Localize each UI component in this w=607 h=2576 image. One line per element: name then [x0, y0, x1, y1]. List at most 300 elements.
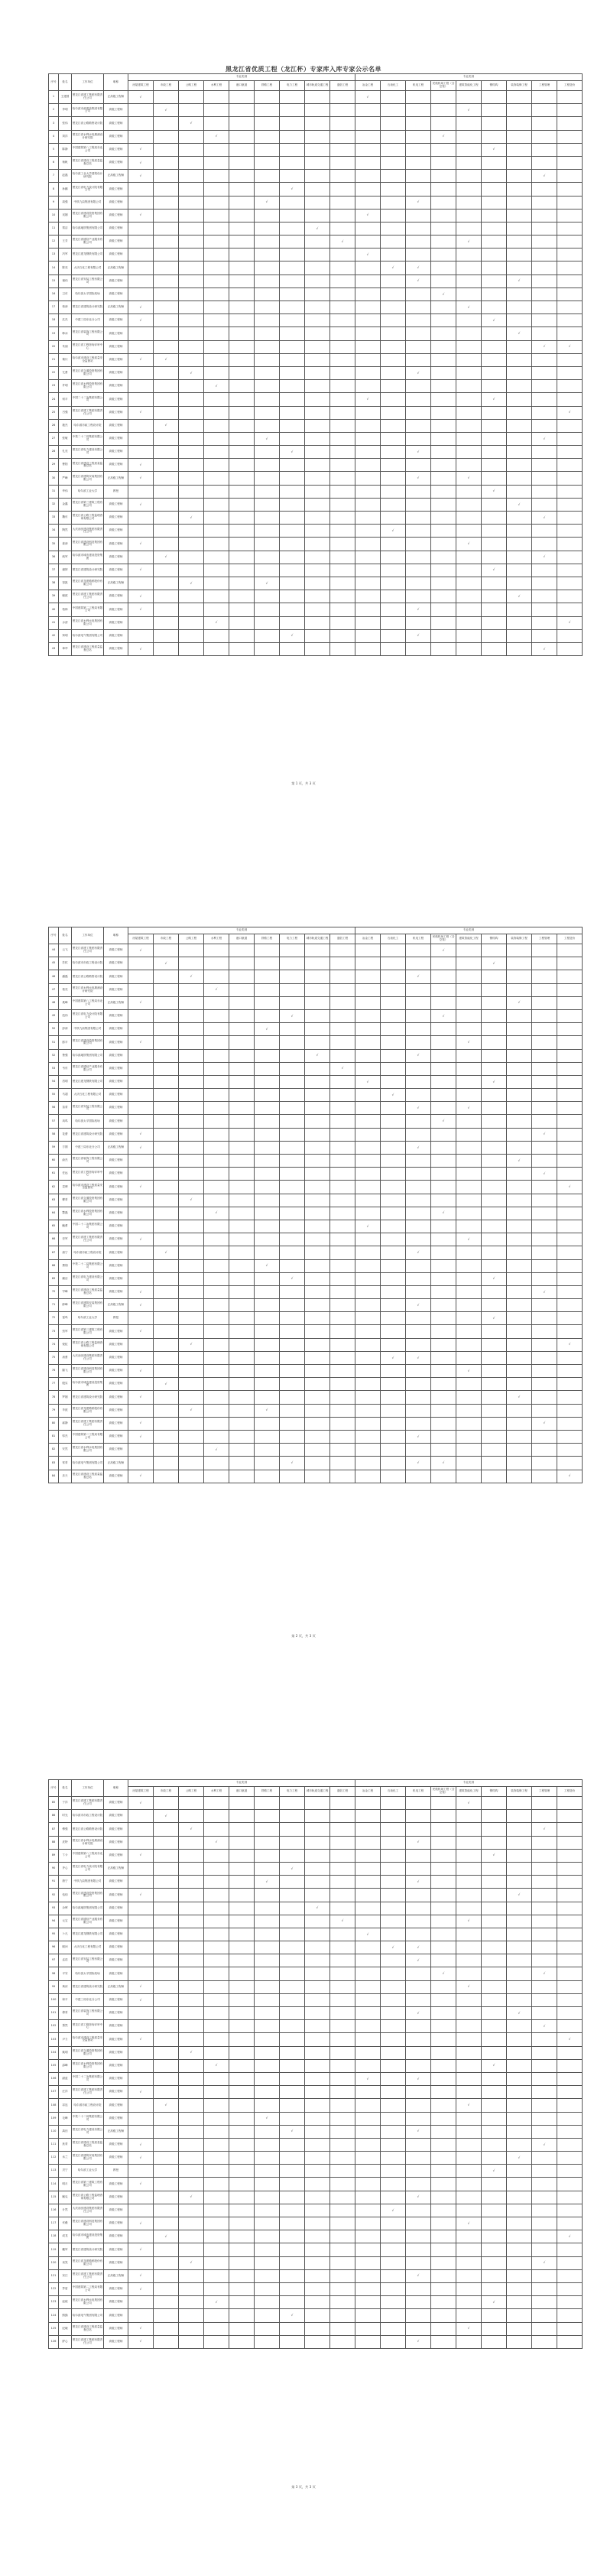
specialty-cell: [507, 2322, 532, 2335]
seq-cell: 87: [49, 1823, 59, 1836]
specialty-cell: [456, 1075, 482, 1088]
name-cell: 姚明: [59, 2046, 72, 2059]
specialty-cell: [431, 1009, 456, 1022]
specialty-cell: [154, 970, 179, 983]
specialty-cell: [431, 970, 456, 983]
specialty-cell: [431, 2046, 456, 2059]
specialty-cell: [406, 957, 431, 970]
specialty-cell: [229, 2269, 255, 2282]
specialty-cell: [456, 1325, 482, 1338]
specialty-cell: [482, 209, 507, 222]
specialty-cell: [179, 1089, 204, 1102]
org-cell: 中国建筑第八工程局东北公司: [72, 996, 104, 1009]
title-cell: 高级工程师: [104, 2256, 128, 2269]
specialty-cell: [482, 564, 507, 577]
specialty-cell: [305, 1980, 330, 1993]
title-cell: 高级工程师: [104, 2230, 128, 2243]
specialty-cell: [406, 419, 431, 432]
specialty-cell: [305, 2191, 330, 2204]
specialty-cell: [255, 314, 280, 327]
specialty-cell: [128, 2086, 154, 2099]
specialty-cell: [431, 459, 456, 472]
specialty-cell: [330, 1009, 355, 1022]
specialty-cell: [204, 261, 229, 274]
seq-cell: 65: [49, 1220, 59, 1233]
specialty-cell: [406, 2178, 431, 2191]
specialty-cell: [255, 1115, 280, 1128]
specialty-cell: [330, 91, 355, 104]
specialty-cell: [128, 104, 154, 117]
specialty-cell: [330, 327, 355, 340]
specialty-cell: [431, 2230, 456, 2243]
specialty-cell: [355, 459, 381, 472]
specialty-cell: [179, 1967, 204, 1980]
specialty-cell: [305, 485, 330, 498]
table-row: [49, 1954, 583, 1967]
specialty-cell: [229, 1404, 255, 1417]
specialty-cell: [532, 2059, 557, 2072]
table-row: [49, 1233, 583, 1246]
specialty-cell: [255, 117, 280, 130]
specialty-cell: [280, 1797, 305, 1810]
specialty-cell: [532, 2086, 557, 2099]
specialty-cell: [280, 1404, 305, 1417]
seq-cell: 9: [49, 196, 59, 209]
specialty-cell: [355, 525, 381, 538]
specialty-cell: [154, 1889, 179, 1902]
specialty-cell: [330, 1285, 355, 1298]
specialty-cell: [204, 1810, 229, 1823]
specialty-cell: [482, 1876, 507, 1889]
specialty-cell: [355, 1365, 381, 1378]
specialty-header: 通信工程: [330, 934, 355, 944]
specialty-cell: [381, 1378, 406, 1391]
title-cell: 高级工程师: [104, 1902, 128, 1915]
specialty-cell: [507, 1299, 532, 1312]
specialty-cell: [204, 236, 229, 249]
specialty-cell: [280, 2020, 305, 2033]
specialty-cell: [305, 209, 330, 222]
check-mark: √: [291, 633, 294, 638]
specialty-cell: [381, 1810, 406, 1823]
specialty-cell: [179, 91, 204, 104]
name-cell: 穆青: [59, 2007, 72, 2020]
specialty-cell: [179, 1954, 204, 1967]
specialty-header: 建筑智能化工程: [456, 934, 482, 944]
table-row: [49, 1155, 583, 1168]
specialty-cell: [229, 1285, 255, 1298]
specialty-cell: [406, 1285, 431, 1298]
specialty-cell: [255, 1993, 280, 2006]
specialty-cell: [204, 183, 229, 196]
specialty-cell: [507, 2282, 532, 2295]
specialty-cell: [305, 590, 330, 603]
specialty-cell: [128, 91, 154, 104]
specialty-cell: [179, 249, 204, 261]
specialty-cell: [482, 1128, 507, 1141]
specialty-cell: [154, 327, 179, 340]
specialty-cell: [507, 1075, 532, 1088]
specialty-cell: [431, 1351, 456, 1364]
specialty-cell: [557, 2178, 583, 2191]
specialty-cell: [557, 2296, 583, 2309]
specialty-cell: [431, 1128, 456, 1141]
org-cell: 黑龙江省通信产业服务有限公司: [72, 1062, 104, 1075]
specialty-cell: [507, 1457, 532, 1470]
specialty-cell: [330, 1862, 355, 1875]
specialty-cell: [557, 1470, 583, 1483]
check-mark: √: [417, 370, 420, 375]
specialty-cell: [355, 1836, 381, 1849]
specialty-cell: [229, 2243, 255, 2256]
specialty-cell: [204, 642, 229, 655]
specialty-cell: [532, 183, 557, 196]
specialty-cell: [456, 1404, 482, 1417]
specialty-cell: [507, 525, 532, 538]
specialty-cell: [456, 1470, 482, 1483]
seq-cell: 58: [49, 1128, 59, 1141]
seq-cell: 107: [49, 2086, 59, 2099]
specialty-cell: [128, 380, 154, 393]
seq-cell: 29: [49, 459, 59, 472]
specialty-cell: [255, 1246, 280, 1259]
specialty-cell: [154, 393, 179, 406]
specialty-cell: [255, 512, 280, 525]
name-cell: 俞杰: [59, 1155, 72, 1168]
specialty-cell: [330, 485, 355, 498]
specialty-cell: [532, 117, 557, 130]
specialty-cell: [128, 314, 154, 327]
check-mark: √: [492, 397, 495, 401]
specialty-cell: [305, 538, 330, 551]
specialty-cell: [128, 183, 154, 196]
specialty-cell: [507, 1141, 532, 1154]
check-mark: √: [518, 331, 521, 336]
seq-cell: 77: [49, 1378, 59, 1391]
specialty-cell: [128, 196, 154, 209]
seq-cell: 17: [49, 301, 59, 314]
specialty-cell: [330, 301, 355, 314]
org-cell: 黑龙江建龙钢铁有限公司: [72, 249, 104, 261]
specialty-header: 冶金工程: [355, 1787, 381, 1797]
title-cell: 高级工程师: [104, 1062, 128, 1075]
specialty-cell: [532, 1155, 557, 1168]
specialty-cell: [482, 1312, 507, 1325]
seq-cell: 7: [49, 170, 59, 183]
title-cell: 高级工程师: [104, 236, 128, 249]
specialty-cell: [280, 196, 305, 209]
specialty-cell: [179, 996, 204, 1009]
seq-cell: 6: [49, 156, 59, 169]
name-cell: 何平: [59, 393, 72, 406]
specialty-cell: [532, 957, 557, 970]
specialty-cell: [431, 2138, 456, 2151]
title-cell: 高级工程师: [104, 551, 128, 564]
specialty-cell: [305, 472, 330, 485]
specialty-cell: [456, 2230, 482, 2243]
specialty-cell: [381, 1404, 406, 1417]
specialty-cell: [229, 1993, 255, 2006]
specialty-cell: [255, 642, 280, 655]
specialty-cell: [280, 1259, 305, 1272]
specialty-cell: [532, 2217, 557, 2230]
specialty-cell: [128, 1141, 154, 1154]
check-mark: √: [417, 1105, 420, 1109]
specialty-cell: [406, 983, 431, 996]
title-cell: 高级工程师: [104, 1325, 128, 1338]
specialty-group-header: 专业类别: [128, 74, 355, 81]
specialty-cell: [482, 2033, 507, 2046]
specialty-cell: [355, 1036, 381, 1049]
specialty-cell: [179, 2269, 204, 2282]
org-cell: 黑龙江建龙钢铁有限公司: [72, 1928, 104, 1941]
org-cell: 中铁九局集团有限公司: [72, 1023, 104, 1036]
specialty-header: 机电工程: [406, 934, 431, 944]
specialty-cell: [355, 1876, 381, 1889]
specialty-cell: [154, 366, 179, 379]
specialty-cell: [229, 512, 255, 525]
specialty-header: 电力工程: [280, 934, 305, 944]
name-cell: 姜涛: [59, 538, 72, 551]
specialty-cell: [355, 1889, 381, 1902]
name-cell: 花蕾: [59, 1128, 72, 1141]
specialty-cell: [507, 642, 532, 655]
specialty-cell: [557, 314, 583, 327]
org-cell: 大庆石化工程有限公司: [72, 1941, 104, 1954]
specialty-cell: [381, 104, 406, 117]
org-cell: 黑龙江省电力设计院有限公司: [72, 183, 104, 196]
specialty-cell: [204, 616, 229, 629]
specialty-cell: [482, 1299, 507, 1312]
org-cell: 黑龙江省建设工程质量监督总站: [72, 156, 104, 169]
specialty-cell: [280, 1993, 305, 2006]
specialty-cell: [431, 1849, 456, 1862]
specialty-cell: [532, 91, 557, 104]
specialty-cell: [482, 1391, 507, 1404]
specialty-cell: [305, 104, 330, 117]
specialty-cell: [456, 287, 482, 300]
specialty-cell: [431, 104, 456, 117]
specialty-cell: [557, 1075, 583, 1088]
table-row: [49, 2230, 583, 2243]
seq-cell: 73: [49, 1325, 59, 1338]
specialty-cell: [179, 130, 204, 143]
org-cell: 黑龙江省交通投资集团有限公司: [72, 2046, 104, 2059]
specialty-cell: [128, 2217, 154, 2230]
org-cell: 黑龙江省安装工程有限公司: [72, 1954, 104, 1967]
specialty-cell: [128, 209, 154, 222]
specialty-cell: [532, 1876, 557, 1889]
specialty-cell: [179, 616, 204, 629]
title-cell: 高级工程师: [104, 1967, 128, 1980]
check-mark: √: [568, 1473, 571, 1478]
check-mark: √: [139, 1145, 142, 1149]
title-cell: 高级工程师: [104, 393, 128, 406]
specialty-cell: [204, 551, 229, 564]
specialty-cell: [305, 327, 330, 340]
specialty-cell: [204, 393, 229, 406]
seq-cell: 83: [49, 1457, 59, 1470]
org-cell: 哈尔滨电气集团有限公司: [72, 2309, 104, 2322]
specialty-cell: [204, 1233, 229, 1246]
specialty-header: 通信工程: [330, 1787, 355, 1797]
specialty-cell: [204, 538, 229, 551]
specialist-table: [48, 1779, 583, 2349]
org-cell: 黑龙江省龙建路桥股份有限公司: [72, 2256, 104, 2269]
specialty-cell: [406, 1941, 431, 1954]
specialty-cell: [280, 551, 305, 564]
specialty-cell: [355, 393, 381, 406]
specialty-cell: [255, 1417, 280, 1430]
name-cell: 雷鸣: [59, 1312, 72, 1325]
specialty-cell: [557, 512, 583, 525]
specialty-cell: [255, 2191, 280, 2204]
specialty-cell: [179, 1272, 204, 1285]
specialty-cell: [456, 2112, 482, 2125]
org-cell: 黑龙江省水利投资集团有限公司: [72, 1207, 104, 1220]
name-cell: 常青: [59, 1457, 72, 1470]
table-row: [49, 996, 583, 1009]
specialty-cell: [456, 512, 482, 525]
specialty-cell: [532, 551, 557, 564]
check-mark: √: [417, 2273, 420, 2278]
specialty-cell: [179, 196, 204, 209]
specialty-cell: [482, 2007, 507, 2020]
specialty-cell: [482, 1194, 507, 1207]
title-cell: 高级工程师: [104, 983, 128, 996]
specialty-cell: [179, 1285, 204, 1298]
check-mark: √: [139, 2155, 142, 2159]
specialty-group-header: 专业类别: [128, 1780, 355, 1787]
specialty-cell: [532, 1062, 557, 1075]
specialty-cell: [456, 1338, 482, 1351]
specialty-cell: [128, 1194, 154, 1207]
seq-cell: 93: [49, 1902, 59, 1915]
check-mark: √: [568, 1184, 571, 1189]
specialty-cell: [557, 1404, 583, 1417]
specialty-cell: [305, 2125, 330, 2138]
specialty-cell: [532, 1036, 557, 1049]
specialty-cell: [280, 1207, 305, 1220]
specialty-cell: [154, 1862, 179, 1875]
specialty-cell: [305, 1141, 330, 1154]
specialty-cell: [154, 104, 179, 117]
check-mark: √: [543, 2142, 546, 2146]
specialty-cell: [154, 261, 179, 274]
specialty-cell: [406, 1220, 431, 1233]
specialty-cell: [532, 1312, 557, 1325]
specialty-cell: [229, 472, 255, 485]
seq-cell: 89: [49, 1849, 59, 1862]
name-cell: 郎平: [59, 1036, 72, 1049]
specialty-cell: [381, 2099, 406, 2112]
page-number: 第 2 页，共 3 页: [291, 1634, 316, 1638]
specialty-cell: [532, 287, 557, 300]
specialty-cell: [355, 1862, 381, 1875]
specialty-cell: [179, 2322, 204, 2335]
specialty-cell: [330, 1889, 355, 1902]
specialty-cell: [128, 485, 154, 498]
table-row: [49, 1810, 583, 1823]
specialty-cell: [381, 944, 406, 957]
specialty-cell: [406, 2230, 431, 2243]
specialty-cell: [482, 1155, 507, 1168]
check-mark: √: [568, 620, 571, 625]
org-cell: 黑龙江省建设投资集团有限公司: [72, 1889, 104, 1902]
title-cell: 高级工程师: [104, 2099, 128, 2112]
check-mark: √: [417, 2010, 420, 2015]
specialty-cell: [532, 156, 557, 169]
specialty-cell: [381, 117, 406, 130]
specialty-cell: [456, 1862, 482, 1875]
title-cell: 正高级工程师: [104, 1141, 128, 1154]
specialty-cell: [204, 1417, 229, 1430]
specialty-cell: [355, 2099, 381, 2112]
specialty-cell: [557, 1417, 583, 1430]
specialty-cell: [381, 1141, 406, 1154]
specialty-cell: [355, 1168, 381, 1181]
specialty-cell: [179, 551, 204, 564]
specialty-cell: [355, 1194, 381, 1207]
specialty-cell: [431, 301, 456, 314]
seq-cell: 52: [49, 1049, 59, 1062]
specialty-cell: [229, 419, 255, 432]
specialty-cell: [330, 1954, 355, 1967]
specialty-cell: [204, 2020, 229, 2033]
specialty-cell: [381, 1259, 406, 1272]
specialty-cell: [482, 2046, 507, 2059]
specialty-cell: [280, 236, 305, 249]
specialty-cell: [154, 1928, 179, 1941]
specialty-cell: [557, 1299, 583, 1312]
specialty-cell: [507, 287, 532, 300]
title-cell: 正高级工程师: [104, 577, 128, 590]
specialty-cell: [128, 944, 154, 957]
org-cell: 黑龙江省建工集团有限责任公司: [72, 2086, 104, 2099]
specialty-cell: [456, 1928, 482, 1941]
specialty-cell: [532, 170, 557, 183]
specialty-cell: [330, 2072, 355, 2085]
specialty-cell: [456, 1049, 482, 1062]
specialty-cell: [507, 196, 532, 209]
specialty-cell: [154, 1849, 179, 1862]
specialty-cell: [229, 1089, 255, 1102]
specialty-cell: [507, 1089, 532, 1102]
specialty-header: 钢结构: [482, 934, 507, 944]
seq-cell: 18: [49, 314, 59, 327]
specialty-cell: [255, 2099, 280, 2112]
col-seq-header: 序号: [49, 74, 59, 91]
title-cell: 高级工程师: [104, 1115, 128, 1128]
check-mark: √: [265, 200, 268, 204]
specialty-cell: [280, 287, 305, 300]
name-cell: 彭涛: [59, 1023, 72, 1036]
table-row: [49, 104, 583, 117]
name-cell: 罗刚: [59, 1391, 72, 1404]
specialty-cell: [406, 353, 431, 366]
specialty-cell: [179, 393, 204, 406]
check-mark: √: [190, 974, 193, 979]
specialist-table: [48, 73, 583, 656]
specialty-cell: [532, 485, 557, 498]
specialty-cell: [381, 2007, 406, 2020]
specialty-cell: [179, 261, 204, 274]
specialty-cell: [482, 91, 507, 104]
specialty-cell: [280, 2059, 305, 2072]
specialty-cell: [557, 393, 583, 406]
org-cell: 黑龙江省建设科技集团有限公司: [72, 2217, 104, 2230]
specialty-cell: [456, 2059, 482, 2072]
